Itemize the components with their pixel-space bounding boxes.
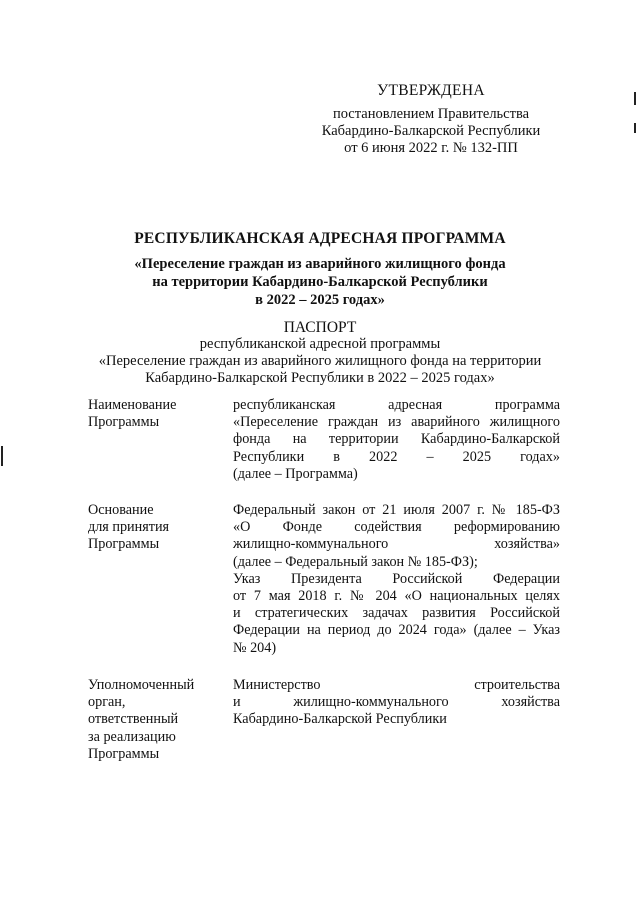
row-label (88, 677, 218, 763)
row-value-line: «О Фонде содействия реформированию (233, 519, 560, 536)
row-label-line: орган, (88, 694, 126, 711)
row-label-line: Программы (88, 745, 160, 762)
approval-line: Кабардино-Балкарской Республики (321, 123, 541, 139)
scan-edge-mark (634, 92, 636, 105)
row-value-line: и стратегических задачах развития Российской (233, 605, 560, 622)
program-subtitle-line: «Переселение граждан из аварийного жилищного фонда (134, 256, 506, 272)
passport-heading (0, 319, 640, 387)
row-label-line: Программы (88, 536, 160, 553)
row-value-line: Указ Президента Российской Федерации (233, 570, 560, 587)
approval-block (306, 82, 556, 157)
passport-line: республиканской адресной программы (199, 336, 441, 352)
program-title: РЕСПУБЛИКАНСКАЯ АДРЕСНАЯ ПРОГРАММА (134, 230, 506, 247)
program-subtitle-line: в 2022 – 2025 годах» (255, 292, 385, 308)
row-label-line: за реализацию (88, 728, 176, 745)
scan-edge-mark (1, 446, 3, 466)
program-subtitle (0, 255, 640, 309)
row-value (233, 397, 560, 483)
row-value-line: (далее – Программа) (233, 465, 358, 482)
passport-title: ПАСПОРТ (283, 319, 357, 336)
passport-line: Кабардино-Балкарской Республики в 2022 – 2025 годах» (145, 370, 495, 386)
row-value-line: Министерство строительства (233, 677, 560, 693)
row-value-line: от 7 мая 2018 г. № 204 «О национальных целях (233, 588, 560, 605)
row-value-line: № 204) (233, 639, 277, 656)
row-value (233, 502, 560, 657)
row-value-line: жилищно-коммунального хозяйства» (233, 536, 560, 553)
row-value-line: Республики в 2022 – 2025 годах» (233, 448, 560, 465)
row-value-line: республиканская адресная программа (233, 397, 560, 413)
row-label-line: Программы (88, 414, 160, 431)
row-label (88, 397, 218, 431)
row-value-line: фонда на территории Кабардино-Балкарской (233, 431, 560, 448)
row-value-line: (далее – Федеральный закон № 185-ФЗ); (233, 553, 478, 570)
row-value-line: и жилищно-коммунального хозяйства (233, 694, 560, 711)
row-label-line: Уполномоченный (88, 677, 195, 693)
approval-line: от 6 июня 2022 г. № 132-ПП (344, 140, 518, 156)
row-label-line: Наименование (88, 397, 177, 413)
row-label (88, 502, 218, 554)
scan-edge-mark (634, 123, 636, 133)
row-value-line: Федеральный закон от 21 июля 2007 г. № 185-ФЗ (233, 502, 560, 518)
row-label-line: ответственный (88, 711, 179, 728)
row-value-line: Федерации на период до 2024 года» (далее – Указ (233, 622, 560, 639)
row-value-line: Кабардино-Балкарской Республики (233, 711, 447, 728)
passport-line: «Переселение граждан из аварийного жилищного фонда на территории (98, 353, 542, 369)
row-label-line: Основание (88, 502, 154, 518)
approval-line: постановлением Правительства (332, 106, 530, 122)
program-subtitle-line: на территории Кабардино-Балкарской Республики (152, 274, 488, 290)
approval-title: УТВЕРЖДЕНА (377, 82, 485, 99)
row-value-line: «Переселение граждан из аварийного жилищного (233, 414, 560, 431)
row-label-line: для принятия (88, 519, 170, 536)
row-value (233, 677, 560, 729)
